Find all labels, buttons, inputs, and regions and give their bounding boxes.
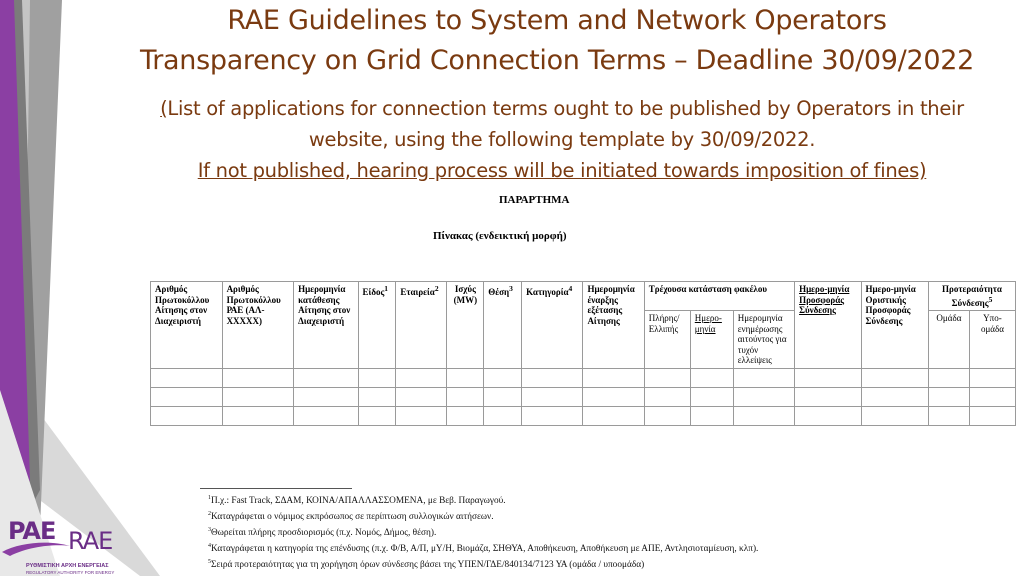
footnote-text: Θωρείται πλήρης προσδιορισμός (π.χ. Νομός, Δήμος, θέση). [211,528,437,539]
col-category-sup: 4 [568,284,573,293]
col-applicant-notice-date: Ημερομηνία ενημέρωσης αιτούντος για τυχόν ελλείψεις [733,311,794,369]
col-capacity: Ισχύς (MW) [447,282,484,369]
footnote-number: 3 [208,527,211,534]
slide-title-line2: Transparency on Grid Connection Terms – Deadline 30/09/2022 [140,45,974,76]
col-review-start-date: Ημερομηνία έναρξης εξέτασης Αίτησης [583,282,644,369]
empty-row [151,406,1016,425]
applications-template-table [150,281,1016,426]
annex-heading: ΠΑΡΑΡΤΗΜΑ [499,194,570,206]
footnote-text: Σειρά προτεραιότητας για τη χορήγηση όρων σύνδεσης βάσει της ΥΠΕΝ/ΓΔΕ/840134/7123 ΥΑ (ομάδα / υποομάδα) [211,560,645,571]
col-complete-incomplete: Πλήρης/ Ελλιπής [644,311,690,369]
col-group: Ομάδα [928,311,969,369]
footnote-text: Π.χ.: Fast Track, ΣΔΑΜ, ΚΟΙΝΑ/ΑΠΑΛΛΑΣΣΟΜΕΝΑ, με Βεβ. Παραγωγού. [211,496,506,507]
footnote [208,524,758,540]
col-priority [928,282,1015,311]
col-offer-date-label: Ημερο-μηνία Προσφοράς Σύνδεσης [799,284,850,315]
col-company-label: Εταιρεία [400,287,435,297]
logo-pae-text: PAE [8,517,56,545]
rae-logo [0,514,150,576]
col-final-offer-date-label: Ημερο-μηνία Οριστικής Προσφοράς Σύνδεσης [865,284,916,326]
table-caption: Πίνακας (ενδεικτική μορφή) [433,230,567,242]
col-applicant-protocol: Αριθμός Πρωτοκόλλου Αίτησης στον Διαχειριστή [151,282,223,369]
footnote [208,556,758,572]
slide-title-line1: RAE Guidelines to System and Network Operators [227,5,887,36]
col-location [484,282,522,369]
col-company-sup: 2 [434,284,439,293]
header-row [151,282,1016,311]
col-type [358,282,396,369]
subtitle-line2: website, using the following template by 30/09/2022. [308,128,816,151]
col-status-date: Ημερο-μηνία [690,311,733,369]
footnotes [208,492,758,572]
col-type-label: Είδος [362,287,385,297]
subtitle-line3: If not published, hearing process will be initiated towards imposition of fines) [197,159,927,182]
col-final-offer-date [861,282,928,369]
footnote-number: 2 [208,511,211,518]
footnote [208,508,758,524]
logo-greek-caption: ΡΥΘΜΙΣΤΙΚΗ ΑΡΧΗ ΕΝΕΡΓΕΙΑΣ [26,563,109,569]
subtitle-line1-text: List of applications for connection terms ought to be published by Operators in their [167,97,964,120]
col-submission-date: Ημερομηνία κατάθεσης Αίτησης στον Διαχειριστή [294,282,358,369]
col-rae-protocol: Αριθμός Πρωτοκόλλου ΡΑΕ (ΑΛ-ΧΧΧΧΧ) [222,282,294,369]
logo-english-caption: REGULATORY AUTHORITY FOR ENERGY [26,570,115,575]
decorative-stripes [0,0,160,576]
subtitle-paren: ( [160,97,168,120]
footnote-number: 5 [208,559,211,566]
logo-rae-text: RAE [68,527,113,555]
col-location-label: Θέση [488,287,510,297]
col-category-label: Κατηγορία [526,287,569,297]
col-category [522,282,583,369]
subtitle-line1 [110,93,1014,124]
empty-row [151,387,1016,406]
col-type-sup: 1 [384,284,389,293]
col-subgroup: Υπο-ομάδα [969,311,1015,369]
footnote-separator [200,488,352,489]
footnote [208,492,758,508]
col-offer-date [795,282,861,369]
footnote-number: 1 [208,495,211,501]
col-location-sup: 3 [509,284,513,293]
footnote-text: Καταγράφεται ο νόμιμος εκπρόσωπος σε περίπτωση συλλογικών αιτήσεων. [211,512,494,523]
footnote-number: 4 [208,543,211,550]
footnote [208,540,758,556]
col-priority-sup: 5 [988,294,993,304]
col-priority-label: Προτεραιότητα Σύνδεσης [942,284,1002,308]
empty-row [151,368,1016,387]
col-file-status: Τρέχουσα κατάσταση φακέλου [644,282,794,311]
col-company [396,282,447,369]
footnote-text: Καταγράφεται η κατηγορία της επένδυσης (π.χ. Φ/Β, Α/Π, μΥ/Η, Βιομάζα, ΣΗΘΥΑ, Αποθήκευση, Αποθήκευση με ΑΠΕ, Αντλησιοταμίευση, κλπ). [211,544,759,555]
